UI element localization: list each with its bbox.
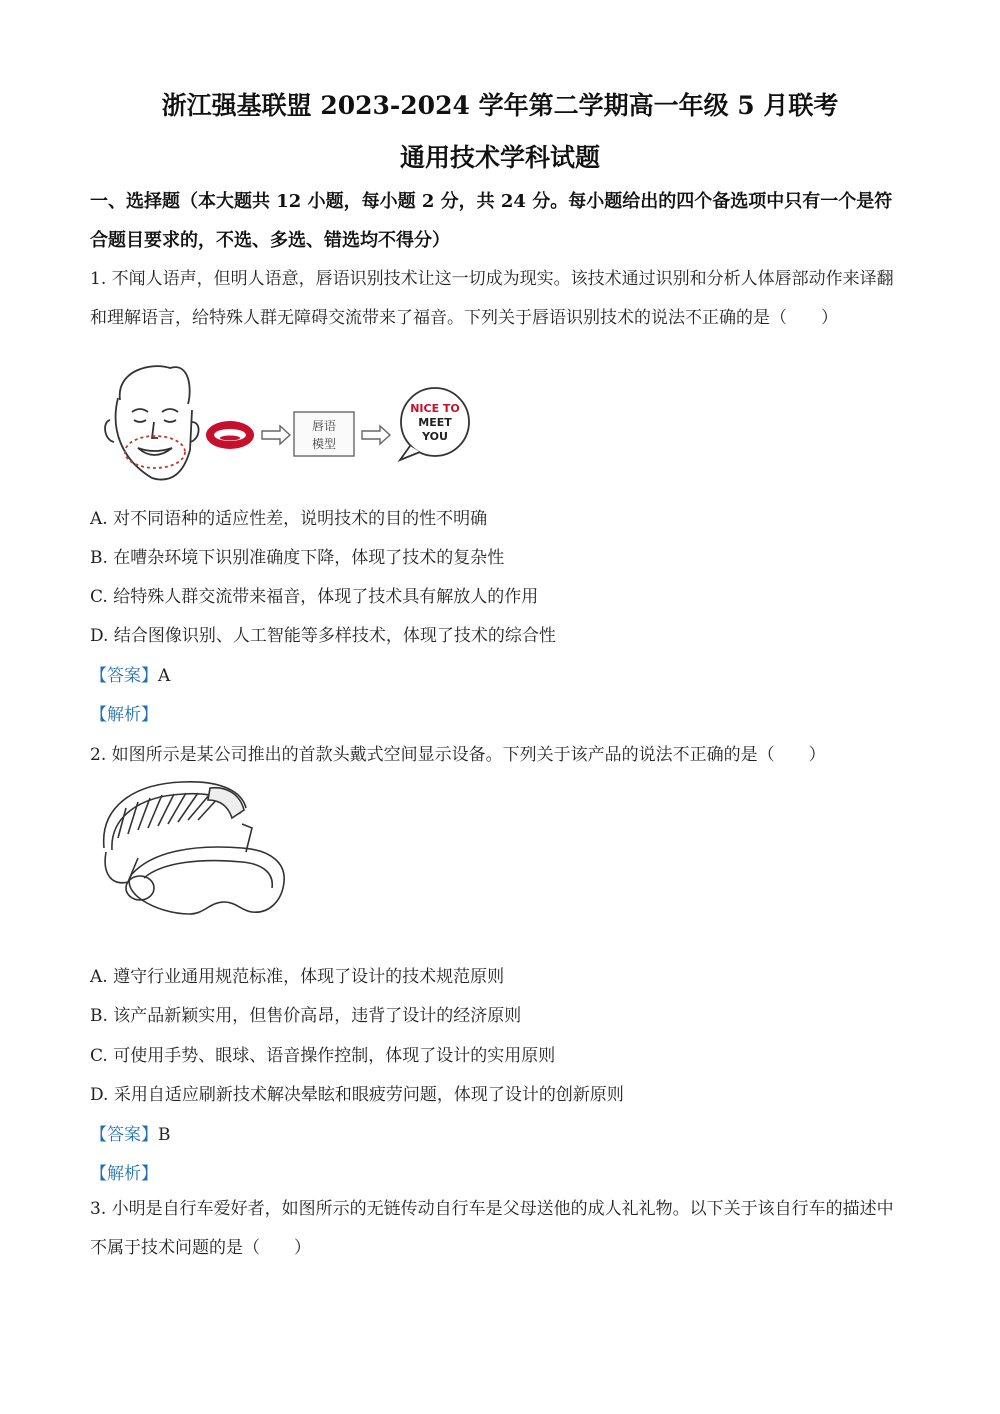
q1-option-d: D. 结合图像识别、人工智能等多样技术，体现了技术的综合性: [90, 626, 556, 646]
bubble-text-3: YOU: [422, 430, 448, 443]
q2-option-d: D. 采用自适应刷新技术解决晕眩和眼疲劳问题，体现了设计的创新原则: [90, 1085, 624, 1105]
q2-analysis: [90, 1159, 158, 1184]
mouth-icon: [206, 421, 254, 449]
answer-tag: 【答案】: [90, 666, 158, 686]
q1-stem: 1. 不闻人语声，但明人语意，唇语识别技术让这一切成为现实。该技术通过识别和分析人体唇部动作来译翻和理解语言，给特殊人群无障碍交流带来了福音。下列关于唇语识别技术的说法不正确的是（ ）: [90, 269, 894, 328]
model-box-label-1: 唇语: [311, 419, 337, 433]
answer-value: B: [158, 1125, 171, 1145]
section-heading: 一、选择题（本大题共 12 小题，每小题 2 分，共 24 分。每小题给出的四个备选项中只有一个是符合题目要求的，不选、多选、错选均不得分）: [90, 191, 893, 251]
q3-stem: 3. 小明是自行车爱好者，如图所示的无链传动自行车是父母送他的成人礼礼物。以下关于该自行车的描述中不属于技术问题的是（ ）: [90, 1199, 894, 1258]
analysis-tag: 【解析】: [90, 705, 158, 725]
lip-reading-figure: [92, 360, 482, 490]
analysis-tag: 【解析】: [90, 1164, 158, 1184]
answer-value: A: [158, 666, 171, 686]
q1-option-b: B. 在嘈杂环境下识别准确度下降，体现了技术的复杂性: [90, 548, 505, 568]
q1-answer: [90, 661, 170, 686]
arrow-right-icon: [362, 426, 390, 444]
q1-analysis: [90, 700, 158, 725]
q2-option-a: A. 遵守行业通用规范标准，体现了设计的技术规范原则: [90, 967, 505, 987]
arrow-right-icon: [262, 426, 290, 444]
headset-figure: [92, 778, 292, 928]
q2-option-b: B. 该产品新颖实用，但售价高昂，违背了设计的经济原则: [90, 1006, 522, 1026]
q1-option-a: A. 对不同语种的适应性差，说明技术的目的性不明确: [90, 509, 488, 529]
face-sketch-icon: [105, 366, 199, 479]
speech-bubble-icon: [400, 388, 469, 460]
exam-title: 浙江强基联盟 2023-2024 学年第二学期高一年级 5 月联考: [161, 91, 839, 120]
q2-option-c: C. 可使用手势、眼球、语音操作控制，体现了设计的实用原则: [90, 1046, 556, 1066]
bubble-text-1: NICE TO: [410, 402, 460, 415]
exam-subtitle: 通用技术学科试题: [399, 143, 600, 172]
q2-stem: 2. 如图所示是某公司推出的首款头戴式空间显示设备。下列关于该产品的说法不正确的是（ ）: [90, 745, 826, 765]
model-box-label-2: 模型: [311, 437, 337, 451]
headset-icon: [104, 782, 285, 914]
bubble-text-2: MEET: [418, 416, 452, 429]
q1-option-c: C. 给特殊人群交流带来福音，体现了技术具有解放人的作用: [90, 587, 539, 607]
answer-tag: 【答案】: [90, 1125, 158, 1145]
q2-answer: [90, 1120, 171, 1145]
